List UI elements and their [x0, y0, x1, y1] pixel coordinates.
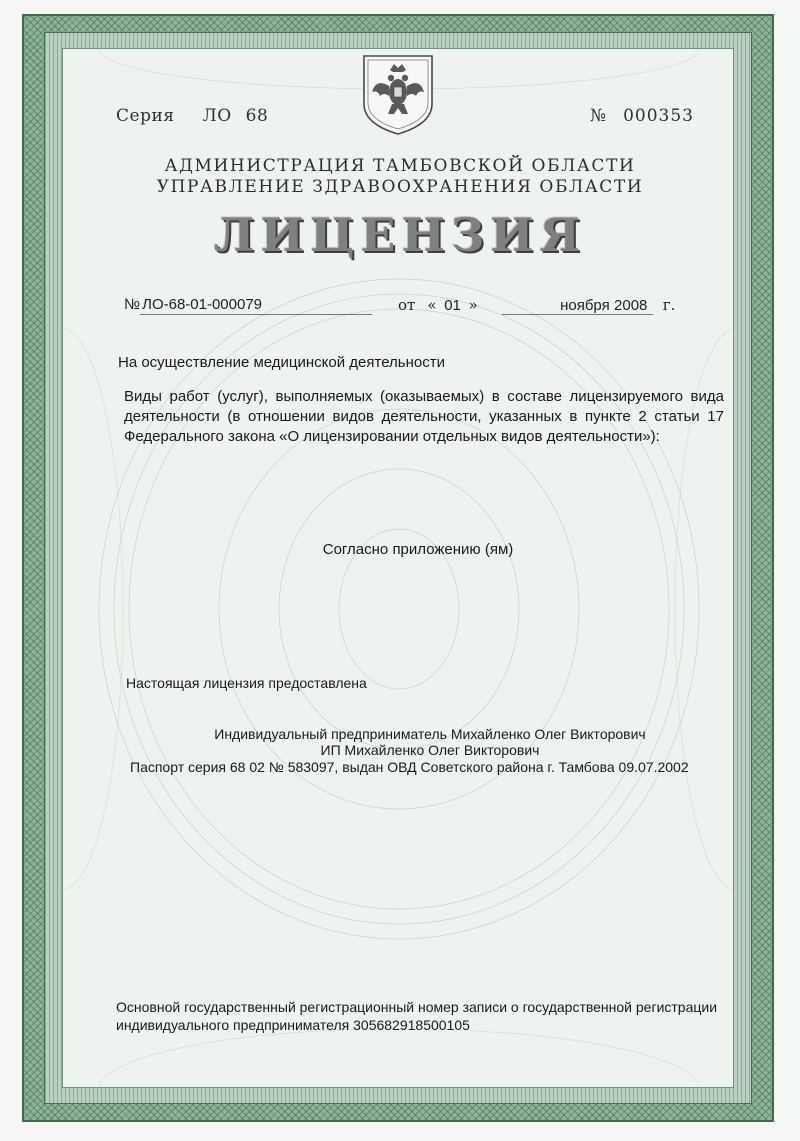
- date-prefix: от: [398, 296, 416, 314]
- works-description: Виды работ (услуг), выполняемых (оказываемых) в составе лицензируемого вида деятельности (в отношении видов деятельности, указанных в пункте 2 статьи 17 Федерального закона «О лицензировании отдельных видов деятельности»):: [124, 388, 724, 445]
- form-number-field: [590, 106, 694, 126]
- license-year: 2008: [609, 297, 653, 315]
- issuing-authority-line2: УПРАВЛЕНИЕ ЗДРАВООХРАНЕНИЯ ОБЛАСТИ: [156, 177, 644, 197]
- holder-passport: Паспорт серия 68 02 № 583097, выдан ОВД Советского района г. Тамбова 09.07.2002: [130, 759, 689, 775]
- form-number: 000353: [623, 106, 694, 126]
- year-suffix: г.: [662, 296, 676, 314]
- license-day: 01: [444, 297, 461, 314]
- according-to-appendix: Согласно приложению (ям): [322, 541, 514, 558]
- number-sign: №: [590, 106, 608, 126]
- license-month: ноября: [502, 297, 610, 315]
- guilloche-background: [63, 49, 734, 1088]
- license-number-sign: №: [124, 296, 141, 313]
- quote-close: »: [468, 296, 478, 314]
- license-number-field: [124, 296, 372, 315]
- quote-open: «: [427, 296, 437, 314]
- document-panel: [62, 48, 734, 1088]
- series-number: 68: [245, 106, 269, 126]
- license-number: ЛО-68-01-000079: [140, 296, 372, 315]
- holder-short-name: ИП Михайленко Олег Викторович: [320, 742, 540, 758]
- issuing-authority-line1: АДМИНИСТРАЦИЯ ТАМБОВСКОЙ ОБЛАСТИ: [164, 156, 636, 176]
- holder-full-name: Индивидуальный предприниматель Михайленко Олег Викторович: [214, 726, 646, 742]
- license-date-field: [398, 296, 675, 315]
- granted-to-label: Настоящая лицензия предоставлена: [126, 675, 367, 691]
- registration-number: Основной государственный регистрационный номер записи о государственной регистрации индивидуального предпринимателя 305682918500105: [116, 999, 718, 1033]
- series-label: Серия: [116, 106, 175, 126]
- document-title: ЛИЦЕНЗИЯ: [213, 208, 587, 262]
- coat-of-arms-icon: [360, 52, 436, 136]
- series-field: [116, 106, 268, 126]
- series-code: ЛО: [202, 106, 232, 126]
- activity-type: На осуществление медицинской деятельности: [118, 354, 445, 371]
